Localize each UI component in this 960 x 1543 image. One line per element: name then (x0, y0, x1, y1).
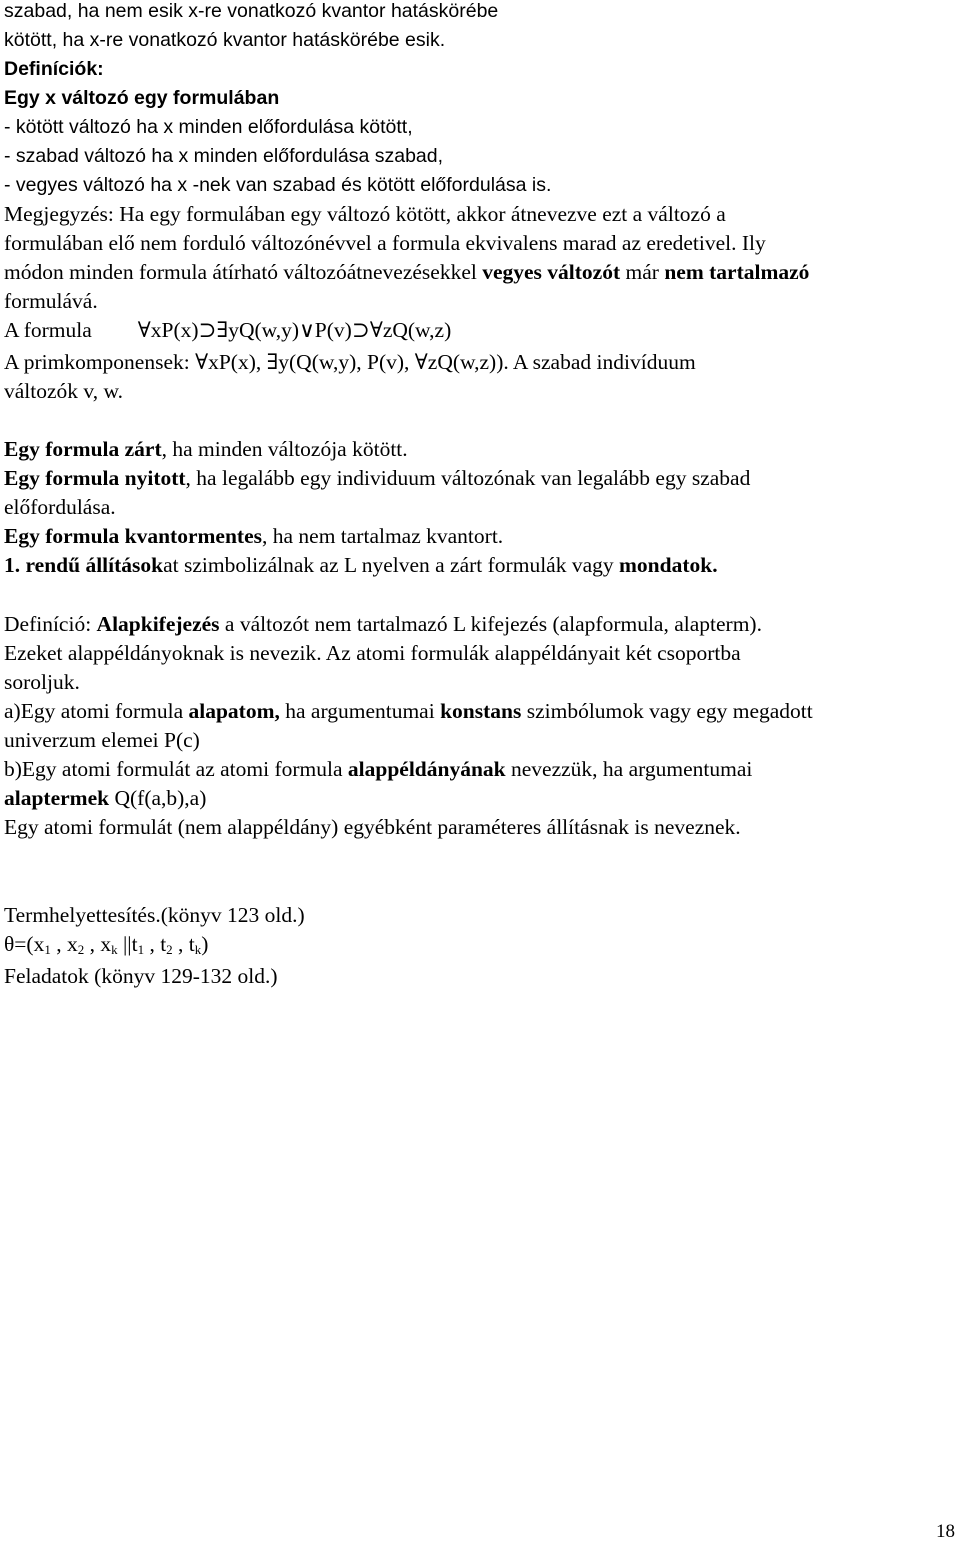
bold-text: . (712, 553, 718, 577)
subscript: k (194, 942, 202, 957)
text-run: , ha legalább egy individuum változónak van legalább egy szabad (185, 466, 751, 490)
text-line: Megjegyzés: Ha egy formulában egy változó kötött, akkor átnevezve ezt a változó a (4, 202, 726, 226)
text-run: θ=(x (4, 932, 45, 956)
text-line: A primkomponensek: ∀xP(x), ∃y(Q(w,y), P(v), ∀zQ(w,z)). A szabad indivíduum (4, 350, 696, 374)
text-line: Feladatok (könyv 129-132 old.) (4, 964, 278, 988)
bold-text: vegyes változót (482, 260, 621, 284)
text-run: , ha minden változója kötött. (161, 437, 408, 461)
text-run: , t (144, 932, 167, 956)
text-line: Ezeket alappéldányoknak is nevezik. Az atomi formulák alappéldányait két csoportba (4, 641, 741, 665)
text-line: formulában elő nem forduló változónévvel a formula ekvivalens marad az eredetivel. Ily (4, 231, 766, 255)
bold-text: Egy formula nyitott (4, 466, 186, 490)
text-run: már (620, 260, 665, 284)
list-item: - szabad változó ha x minden előfordulása szabad, (4, 145, 444, 167)
text-line (4, 258, 809, 287)
text-run: , x (50, 932, 78, 956)
text-run: Q(f(a,b),a) (109, 786, 207, 810)
text-line (4, 755, 752, 784)
bold-text: Definíciók: (4, 58, 104, 80)
subscript: 2 (166, 942, 173, 957)
bold-text: Egy formula zárt (4, 437, 162, 461)
text-line: soroljuk. (4, 670, 80, 694)
text-line: előfordulása. (4, 495, 116, 519)
text-line: kötött, ha x-re vonatkozó kvantor hatáskörébe esik. (4, 29, 446, 51)
text-run: b)Egy atomi formulát az atomi formula (4, 757, 348, 781)
text-run: a változót nem tartalmazó L kifejezés (alapformula, alapterm). (219, 612, 762, 636)
text-run: , ha nem tartalmaz kvantort. (261, 524, 504, 548)
text-line: Egy atomi formulát (nem alappéldány) egyébként paraméteres állításnak is neveznek. (4, 815, 741, 839)
formula: ∀xP(x)⊃∃yQ(w,y)∨P(v)⊃∀zQ(w,z) (137, 318, 452, 342)
text-run: , t (172, 932, 195, 956)
bold-text: Egy x változó egy formulában (4, 87, 280, 109)
text-line (4, 522, 503, 551)
bold-text: konstans (440, 699, 522, 723)
text-run: Definíció: (4, 612, 97, 636)
text-run: ha argumentumai (279, 699, 441, 723)
text-run: , x (84, 932, 112, 956)
bold-text: Egy formula kvantormentes (4, 524, 262, 548)
list-item: - kötött változó ha x minden előfordulása kötött, (4, 116, 413, 138)
text-line (4, 610, 762, 639)
text-line (4, 464, 750, 493)
text-run: szimbólumok vagy egy megadott (521, 699, 813, 723)
text-line (4, 551, 718, 580)
bold-text: alapatom, (188, 699, 280, 723)
subscript: 2 (77, 942, 85, 957)
text-run: ||t (117, 932, 138, 956)
bold-text: mondatok (619, 553, 713, 577)
text-run: módon minden formula átírható változóátnevezésekkel (4, 260, 483, 284)
text-line: változók v, w. (4, 379, 124, 403)
subscript: 1 (44, 942, 51, 957)
text-run: at szimbolizálnak az L nyelven a zárt formulák vagy (163, 553, 619, 577)
text-run: nevezzük, ha argumentumai (505, 757, 753, 781)
text-line: univerzum elemei P(c) (4, 728, 200, 752)
text-line: Termhelyettesítés.(könyv 123 old.) (4, 903, 305, 927)
text-run: a)Egy atomi formula (4, 699, 189, 723)
subscript: 1 (137, 942, 145, 957)
text-run: A formula (4, 318, 92, 342)
page-number: 18 (936, 1521, 955, 1542)
subscript: k (111, 942, 118, 957)
text-line (4, 435, 408, 464)
text-run: ) (201, 932, 209, 956)
definitions-heading (4, 55, 104, 84)
text-line (4, 784, 206, 813)
text-line (4, 697, 813, 726)
bold-text: alappéldányának (347, 757, 506, 781)
text-line: formulává. (4, 289, 98, 313)
substitution-formula (4, 930, 208, 959)
formula-line (4, 316, 451, 345)
text-line: szabad, ha nem esik x-re vonatkozó kvantor hatáskörébe (4, 0, 499, 22)
definition-subheading (4, 84, 279, 113)
bold-text: Alapkifejezés (96, 612, 220, 636)
bold-text: 1. rendű állítások (4, 553, 164, 577)
bold-text: alaptermek (4, 786, 110, 810)
list-item: - vegyes változó ha x -nek van szabad és kötött előfordulása is. (4, 174, 552, 196)
bold-text: nem tartalmazó (664, 260, 810, 284)
